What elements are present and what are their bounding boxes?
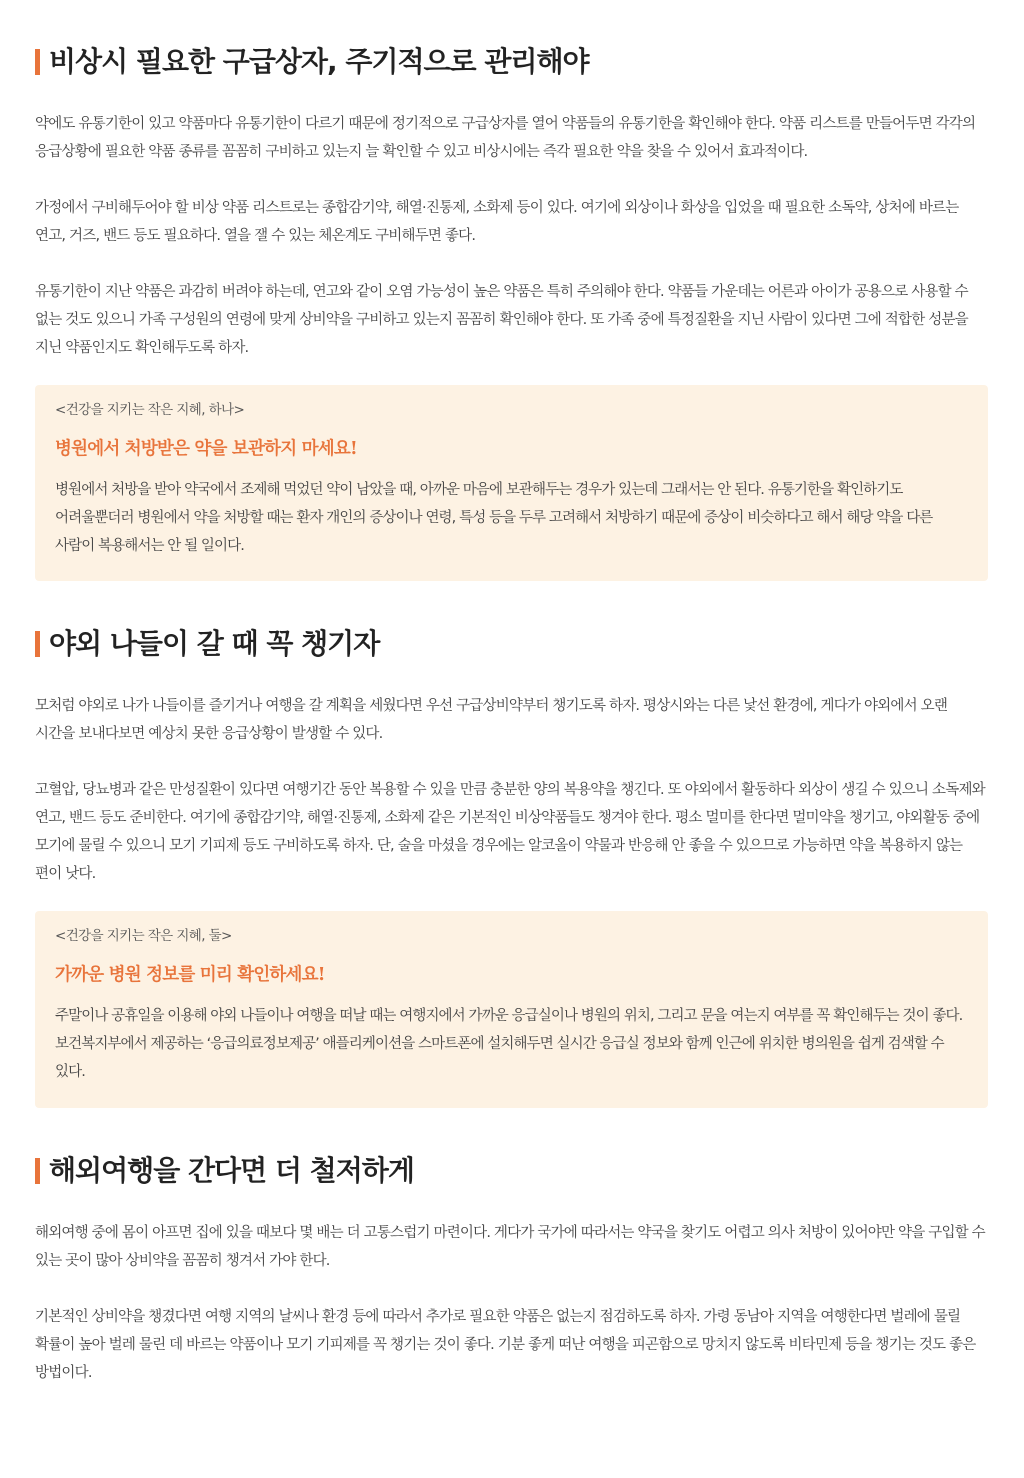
paragraph: 기본적인 상비약을 챙겼다면 여행 지역의 날씨나 환경 등에 따라서 추가로 필요한 약품은 없는지 점검하도록 하자. 가령 동남아 지역을 여행한다면 벌레에 물릴 확률이 높아 벌레 물린 데 바르는 약품이나 모기 기피제를 꼭 챙기는 것이 좋다. 기분 좋게 떠난 여행을 피곤함으로 망치지 않도록 비타민제 등을 챙기는 것도 좋은 방법이다. [35, 1309, 976, 1381]
tip-label: <건강을 지키는 작은 지혜, 하나> [55, 402, 245, 418]
paragraph: 가정에서 구비해두어야 할 비상 약품 리스트로는 종합감기약, 해열·진통제, 소화제 등이 있다. 여기에 외상이나 화상을 입었을 때 필요한 소독약, 상처에 바르는 연고, 거즈, 밴드 등도 필요하다. 열을 잴 수 있는 체온계도 구비해두면 좋다. [35, 200, 959, 244]
paragraph: 약에도 유통기한이 있고 약품마다 유통기한이 다르기 때문에 정기적으로 구급상자를 열어 약품들의 유통기한을 확인해야 한다. 약품 리스트를 만들어두면 각각의 응급상황에 필요한 약품 종류를 꼼꼼히 구비하고 있는지 늘 확인할 수 있고 비상시에는 즉각 필요한 약을 찾을 수 있어서 효과적이다. [35, 116, 976, 160]
section-heading-overseas: 해외여행을 간다면 더 철저하게 [35, 1152, 414, 1190]
tip-title: 병원에서 처방받은 약을 보관하지 마세요! [55, 439, 357, 459]
tip-title: 가까운 병원 정보를 미리 확인하세요! [55, 965, 325, 985]
paragraph: 고혈압, 당뇨병과 같은 만성질환이 있다면 여행기간 동안 복용할 수 있을 만큼 충분한 양의 복용약을 챙긴다. 또 야외에서 활동하다 외상이 생길 수 있으니 소독제와 연고, 밴드 등도 준비한다. 여기에 종합감기약, 해열·진통제, 소화제 같은 기본적인 비상약품들도 챙겨야 한다. 평소 멀미를 한다면 멀미약을 챙기고, 야외활동 중에 모기에 물릴 수 있으니 모기 기피제 등도 구비하도록 하자. 단, 술을 마셨을 경우에는 알코올이 약물과 반응해 안 좋을 수 있으므로 가능하면 약을 복용하지 않는 편이 낫다. [35, 782, 985, 882]
paragraph: 해외여행 중에 몸이 아프면 집에 있을 때보다 몇 배는 더 고통스럽기 마련이다. 게다가 국가에 따라서는 약국을 찾기도 어렵고 의사 처방이 있어야만 약을 구입할 수 있는 곳이 많아 상비약을 꼼꼼히 챙겨서 가야 한다. [35, 1225, 985, 1269]
tip-box [35, 385, 988, 581]
tip-label: <건강을 지키는 작은 지혜, 둘> [55, 928, 232, 944]
tip-box [35, 911, 988, 1108]
paragraph: 모처럼 야외로 나가 나들이를 즐기거나 여행을 갈 계획을 세웠다면 우선 구급상비약부터 챙기도록 하자. 평상시와는 다른 낯선 환경에, 게다가 야외에서 오랜 시간을 보내다보면 예상치 못한 응급상황이 발생할 수 있다. [35, 698, 948, 742]
section-heading-outdoor: 야외 나들이 갈 때 꼭 챙기자 [35, 625, 379, 663]
section-heading-emergency-kit: 비상시 필요한 구급상자, 주기적으로 관리해야 [35, 43, 589, 81]
tip-body: 주말이나 공휴일을 이용해 야외 나들이나 여행을 떠날 때는 여행지에서 가까운 응급실이나 병원의 위치, 그리고 문을 여는지 여부를 꼭 확인해두는 것이 좋다. 보건복지부에서 제공하는 ‘응급의료정보제공’ 애플리케이션을 스마트폰에 설치해두면 실시간 응급실 정보와 함께 인근에 위치한 병의원을 쉽게 검색할 수 있다. [55, 1008, 963, 1080]
paragraph: 유통기한이 지난 약품은 과감히 버려야 하는데, 연고와 같이 오염 가능성이 높은 약품은 특히 주의해야 한다. 약품들 가운데는 어른과 아이가 공용으로 사용할 수 없는 것도 있으니 가족 구성원의 연령에 맞게 상비약을 구비하고 있는지 꼼꼼히 확인해야 한다. 또 가족 중에 특정질환을 지닌 사람이 있다면 그에 적합한 성분을 지닌 약품인지도 확인해두도록 하자. [35, 284, 968, 356]
tip-body: 병원에서 처방을 받아 약국에서 조제해 먹었던 약이 남았을 때, 아까운 마음에 보관해두는 경우가 있는데 그래서는 안 된다. 유통기한을 확인하기도 어려울뿐더러 병원에서 약을 처방할 때는 환자 개인의 증상이나 연령, 특성 등을 두루 고려해서 처방하기 때문에 증상이 비슷하다고 해서 해당 약을 다른 사람이 복용해서는 안 될 일이다. [55, 482, 933, 554]
